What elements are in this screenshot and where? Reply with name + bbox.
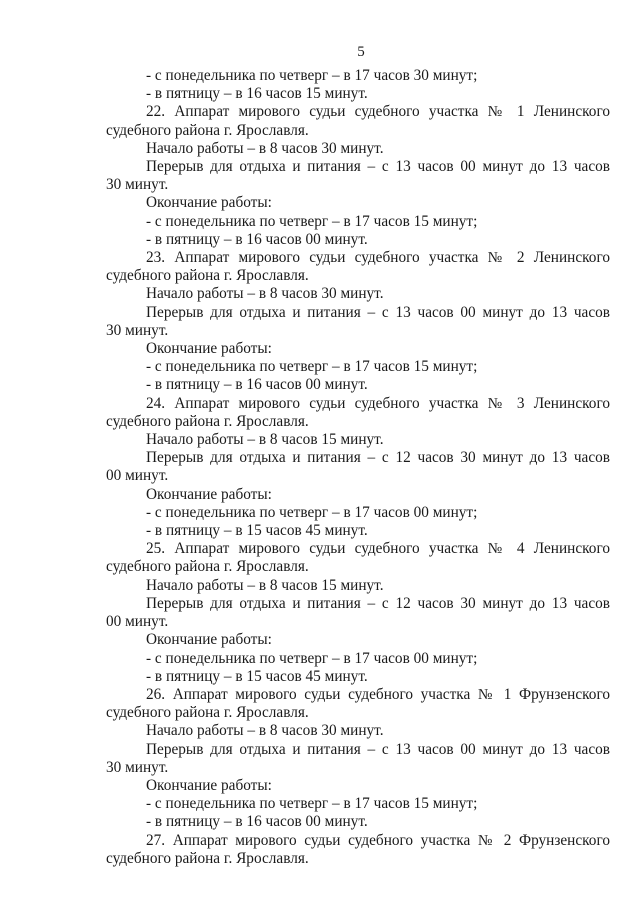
text-line: Начало работы – в 8 часов 30 минут. [146,285,384,303]
page-number: 5 [357,44,365,60]
text-line: Начало работы – в 8 часов 15 минут. [146,431,384,449]
text-line: - с понедельника по четверг – в 17 часов 30 минут; [146,67,478,84]
text-line: - в пятницу – в 16 часов 00 минут. [146,230,368,248]
text-line: 24. Аппарат мирового судьи судебного участка № 3 Ленинского [146,394,610,412]
text-line: судебного района г. Ярославля. [106,704,309,722]
text-line: - в пятницу – в 16 часов 00 минут. [146,813,368,831]
text-line: - с понедельника по четверг – в 17 часов 00 минут; [146,649,478,667]
text-line: 25. Аппарат мирового судьи судебного участка № 4 Ленинского [146,540,610,558]
text-line: Начало работы – в 8 часов 15 минут. [146,576,384,594]
text-line: 26. Аппарат мирового судьи судебного участка № 1 Фрунзенского [146,685,610,703]
text-line: Перерыв для отдыха и питания – с 13 часов 00 минут до 13 часов [146,740,610,758]
text-line: судебного района г. Ярославля. [106,849,309,867]
text-line: - с понедельника по четверг – в 17 часов 15 минут; [146,358,478,376]
text-line: Окончание работы: [146,194,272,212]
text-line: судебного района г. Ярославля. [106,412,309,430]
text-line: Перерыв для отдыха и питания – с 12 часов 30 минут до 13 часов [146,594,610,612]
text-line: Перерыв для отдыха и питания – с 13 часов 00 минут до 13 часов [146,158,610,176]
text-line: судебного района г. Ярославля. [106,121,309,139]
text-line: Окончание работы: [146,776,272,794]
text-line: Перерыв для отдыха и питания – с 12 часов 30 минут до 13 часов [146,449,610,467]
text-line: - с понедельника по четверг – в 17 часов 00 минут; [146,503,478,521]
text-line: Начало работы – в 8 часов 30 минут. [146,722,384,740]
text-line: судебного района г. Ярославля. [106,267,309,285]
text-line: Начало работы – в 8 часов 30 минут. [146,139,384,157]
text-line: Перерыв для отдыха и питания – с 13 часов 00 минут до 13 часов [146,303,610,321]
text-line: - с понедельника по четверг – в 17 часов 15 минут; [146,212,478,230]
text-line: 30 минут. [106,758,169,776]
text-line: - в пятницу – в 15 часов 45 минут. [146,522,368,540]
text-line: 27. Аппарат мирового судьи судебного участка № 2 Фрунзенского [146,831,610,849]
text-line: 22. Аппарат мирового судьи судебного участка № 1 Ленинского [146,103,610,121]
text-line: Окончание работы: [146,340,272,358]
text-line: Окончание работы: [146,485,272,503]
text-line: - в пятницу – в 16 часов 15 минут. [146,85,368,103]
text-line: - в пятницу – в 16 часов 00 минут. [146,376,368,394]
text-line: судебного района г. Ярославля. [106,558,309,576]
text-line: Окончание работы: [146,631,272,649]
document-body [106,67,610,868]
text-line: 00 минут. [106,467,169,485]
text-line: 30 минут. [106,321,169,339]
text-line: - с понедельника по четверг – в 17 часов 15 минут; [146,795,478,813]
text-line: 23. Аппарат мирового судьи судебного участка № 2 Ленинского [146,249,610,267]
text-line: 30 минут. [106,176,169,194]
text-line: - в пятницу – в 15 часов 45 минут. [146,667,368,685]
text-line: 00 минут. [106,613,169,631]
